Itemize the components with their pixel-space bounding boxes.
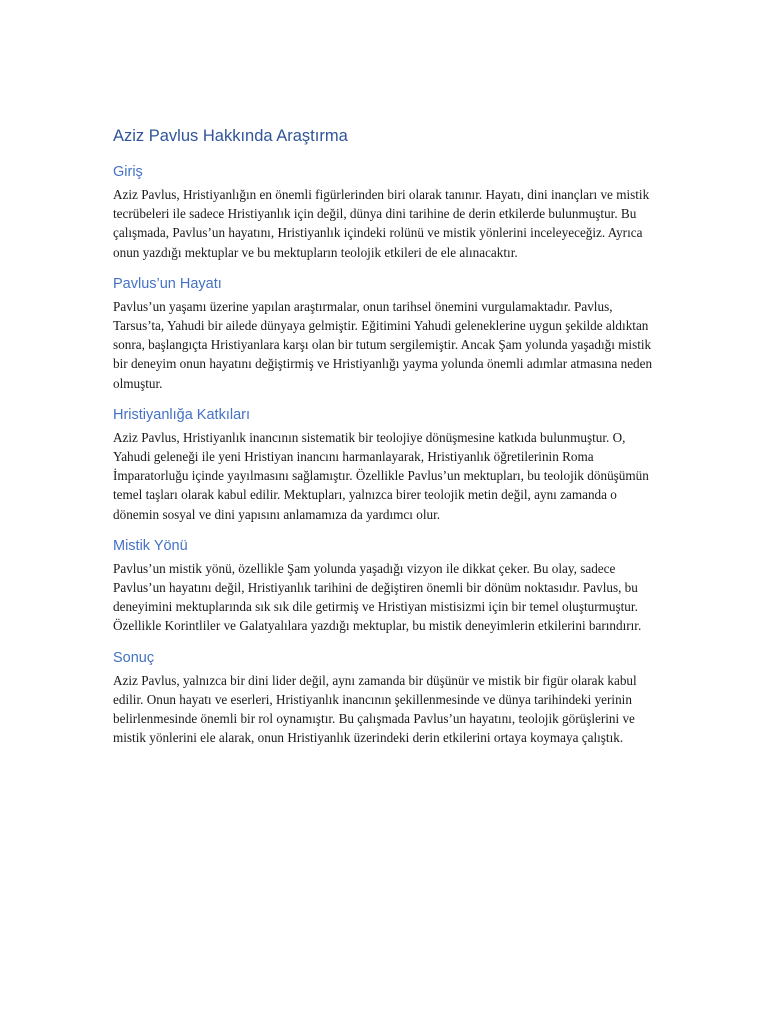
section-heading: Pavlus’un Hayatı	[113, 275, 222, 292]
section-heading: Hristiyanlığa Katkıları	[113, 406, 250, 423]
section-heading: Mistik Yönü	[113, 537, 188, 554]
section-heading: Sonuç	[113, 649, 155, 666]
section-hristiyanliga-katkilari	[113, 405, 658, 524]
section-mistik-yonu	[113, 536, 658, 636]
document-page	[113, 124, 658, 759]
section-paragraph: Aziz Pavlus, Hristiyanlığın en önemli figürlerinden biri olarak tanınır. Hayatı, dini inançları ve mistik tecrübeleri ile sadece Hristiyanlık için değil, dünya dini tarihine de derin etkilerde bulunmuştur. Bu çalışmada, Pavlus’un hayatını, Hristiyanlık içindeki rolünü ve mistik yönlerini inceleyeceğiz. Ayrıca onun yazdığı mektuplar ve bu mektupların teolojik etkileri de ele alınacaktır.	[113, 187, 650, 260]
section-paragraph: Aziz Pavlus, yalnızca bir dini lider değil, aynı zamanda bir düşünür ve mistik bir figür olarak kabul edilir. Onun hayatı ve eserleri, Hristiyanlık inancının şekillenmesinde ve dünya tarihindeki yerinin belirlenmesinde önemli bir rol oynamıştır. Bu çalışmada Pavlus’un hayatını, teolojik görüşlerini ve mistik yönlerini ele alarak, onun Hristiyanlık üzerindeki derin etkilerini ortaya koymaya çalıştık.	[113, 672, 637, 746]
section-heading: Giriş	[113, 164, 143, 180]
document-title: Aziz Pavlus Hakkında Araştırma	[113, 127, 348, 145]
section-paragraph: Pavlus’un yaşamı üzerine yapılan araştırmalar, onun tarihsel önemini vurgulamaktadır. Pavlus, Tarsus’ta, Yahudi bir ailede dünyaya gelmiştir. Eğitimini Yahudi geleneklerine uygun şekilde aldıktan sonra, başlangıçta Hristiyanlara karşı olan bir tutum sergilemiştir. Ancak Şam yolunda yaşadığı mistik bir deneyim onun hayatını değiştirmiş ve Hristiyanlığı yayma yolunda önemli adımlar atmasına neden olmuştur.	[113, 298, 653, 391]
section-giris	[113, 162, 658, 262]
section-paragraph: Aziz Pavlus, Hristiyanlık inancının sistematik bir teolojiye dönüşmesine katkıda bulunmuştur. O, Yahudi geleneği ile yeni Hristiyan inancını harmanlayarak, Hristiyanlık öğretilerinin Roma İmparatorluğu içinde yayılmasını sağlamıştır. Özellikle Pavlus’un mektupları, bu teolojik dönüşümün temel taşları olarak kabul edilir. Mektupları, yalnızca birer teolojik metin değil, aynı zamanda o dönemin sosyal ve dini yapısını anlamamıza da yardımcı olur.	[113, 429, 649, 522]
section-sonuc	[113, 648, 658, 748]
section-paragraph: Pavlus’un mistik yönü, özellikle Şam yolunda yaşadığı vizyon ile dikkat çeker. Bu olay, sadece Pavlus’un hayatını değil, Hristiyanlık tarihini de değiştiren önemli bir dönüm noktasıdır. Pavlus, bu deneyimini mektuplarında sık sık dile getirmiş ve Hristiyan mistisizmi için bir temel oluşturmuştur. Özellikle Korintliler ve Galatyalılara yazdığı mektuplar, bu mistik deneyimlerin etkilerini barındırır.	[113, 560, 642, 634]
section-pavlusun-hayati	[113, 274, 658, 393]
